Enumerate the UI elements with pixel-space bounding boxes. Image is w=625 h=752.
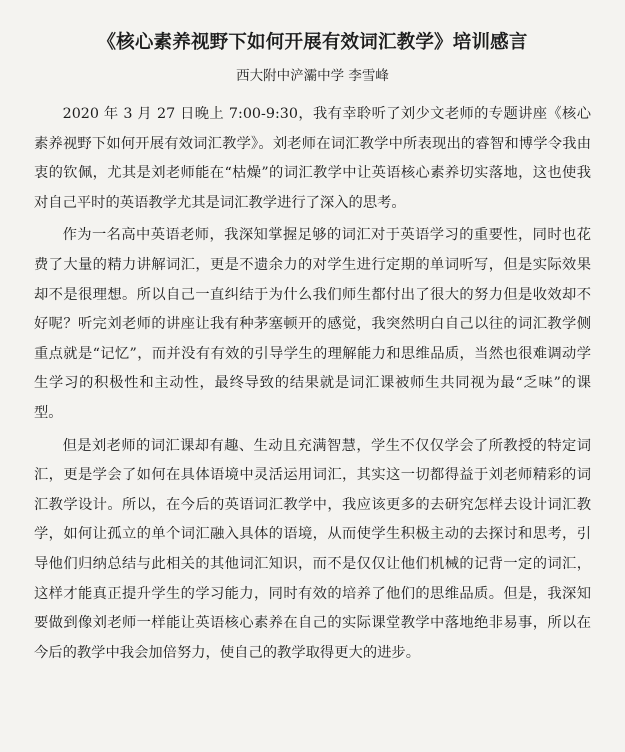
paragraph-1: 2020 年 3 月 27 日晚上 7:00-9:30，我有幸聆听了刘少文老师的专题讲座《核心素养视野下如何开展有效词汇教学》。刘老师在词汇教学中所表现出的睿智和博学令我由衷的钦佩，尤其是刘老师能在“枯燥”的词汇教学中让英语核心素养切实落地，这也使我对自己平时的英语教学尤其是词汇教学进行了深入的思考。 xyxy=(34,106,591,211)
author-line: 西大附中浐灞中学 李雪峰 xyxy=(236,68,389,84)
document-body xyxy=(34,100,591,668)
paragraph-3: 但是刘老师的词汇课却有趣、生动且充满智慧，学生不仅仅学会了所教授的特定词汇，更是学会了如何在具体语境中灵活运用词汇，其实这一切都得益于刘老师精彩的词汇教学设计。所以，在今后的英语词汇教学中，我应该更多的去研究怎样去设计词汇教学，如何让孤立的单个词汇融入具体的语境，从而使学生积极主动的去探讨和思考，引导他们归纳总结与此相关的其他词汇知识，而不是仅仅让他们机械的记背一定的词汇，这样才能真正提升学生的学习能力，同时有效的培养了他们的思维品质。但是，我深知要做到像刘老师一样能让英语核心素养在自己的实际课堂教学中落地绝非易事，所以在今后的教学中我会加倍努力，使自己的教学取得更大的进步。 xyxy=(34,437,591,661)
paragraph-2: 作为一名高中英语老师，我深知掌握足够的词汇对于英语学习的重要性，同时也花费了大量的精力讲解词汇，更是不遗余力的对学生进行定期的单词听写，但是实际效果却不是很理想。所以自己一直纠结于为什么我们师生都付出了很大的努力但是收效却不好呢？听完刘老师的讲座让我有种茅塞顿开的感觉，我突然明白自己以往的词汇教学侧重点就是“记忆”，而并没有有效的引导学生的理解能力和思维品质，当然也很难调动学生学习的积极性和主动性，最终导致的结果就是词汇课被师生共同视为最“乏味”的课型。 xyxy=(34,227,591,421)
document-title: 《核心素养视野下如何开展有效词汇教学》培训感言 xyxy=(97,32,528,53)
